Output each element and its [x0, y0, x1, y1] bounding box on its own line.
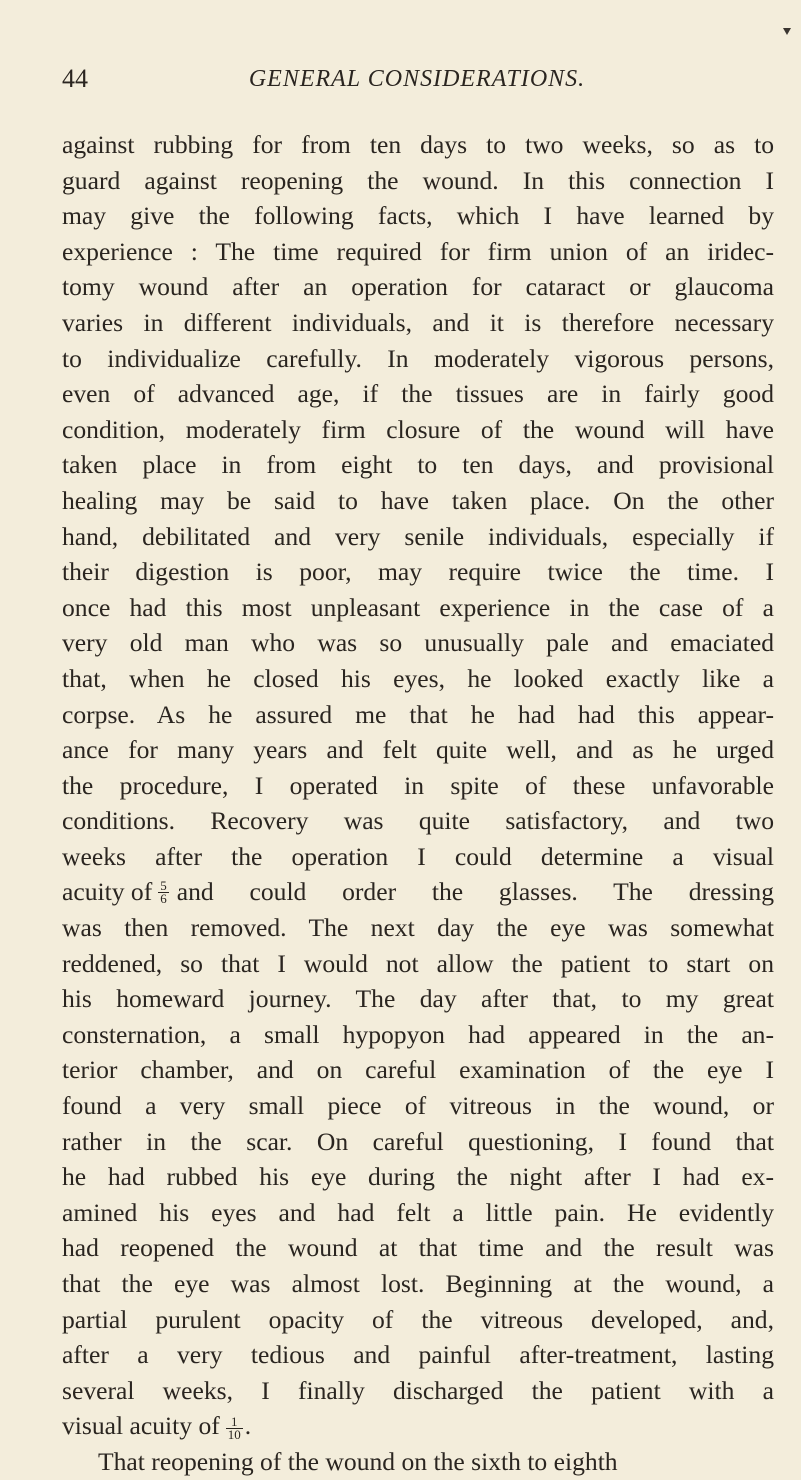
page-number: 44 — [62, 64, 88, 93]
text-line: their digestion is poor, may require twice the time. I — [62, 557, 774, 587]
text-line: healing may be said to have taken place. On the other — [62, 485, 774, 515]
fraction-numerator: 1 — [226, 1416, 243, 1429]
text-line: conditions. Recovery was quite satisfactory, and two — [62, 806, 774, 836]
corner-mark-icon — [783, 28, 791, 35]
text-segment: . — [244, 1411, 252, 1441]
text-line: That reopening of the wound on the sixth to eighth — [98, 1446, 618, 1476]
text-line: the procedure, I operated in spite of these unfavorable — [62, 770, 774, 800]
text-line: was then removed. The next day the eye was somewhat — [62, 913, 774, 943]
text-line: had reopened the wound at that time and the result was — [62, 1233, 774, 1263]
body-text — [62, 127, 774, 1480]
text-line: that, when he closed his eyes, he looked exactly like a — [62, 663, 774, 693]
text-line: to individualize carefully. In moderately vigorous persons, — [62, 343, 774, 373]
text-line: once had this most unpleasant experience in the case of a — [62, 592, 774, 622]
text-line: against rubbing for from ten days to two weeks, so as to — [62, 130, 774, 159]
fraction-denominator: 6 — [160, 890, 167, 906]
text-line: weeks after the operation I could determine a visual — [62, 841, 774, 871]
text-line: after a very tedious and painful after-treatment, lasting — [62, 1340, 774, 1370]
text-line: found a very small piece of vitreous in the wound, or — [62, 1091, 774, 1121]
text-line: consternation, a small hypopyon had appeared in the an- — [62, 1019, 774, 1049]
text-line: taken place in from eight to ten days, and provisional — [62, 450, 774, 480]
text-line: tomy wound after an operation for cataract or glaucoma — [62, 272, 774, 302]
text-line: terior chamber, and on careful examination of the eye I — [62, 1055, 774, 1085]
text-line: amined his eyes and had felt a little pain. He evidently — [62, 1197, 774, 1227]
text-segment: visual acuity of — [62, 1411, 220, 1441]
text-line: varies in different individuals, and it is therefore necessary — [62, 307, 774, 337]
text-line: rather in the scar. On careful questioning, I found that — [62, 1126, 774, 1156]
text-line: hand, debilitated and very senile individuals, especially if — [62, 521, 774, 551]
text-line: his homeward journey. The day after that, to my great — [62, 984, 774, 1014]
text-line: he had rubbed his eye during the night after I had ex- — [62, 1162, 774, 1192]
text-line: reddened, so that I would not allow the patient to start on — [62, 948, 774, 978]
fraction-denominator: 10 — [227, 1427, 241, 1442]
text-line: condition, moderately firm closure of the wound will have — [62, 414, 774, 444]
text-line: guard against reopening the wound. In this connection I — [62, 165, 774, 195]
text-line: that the eye was almost lost. Beginning at the wound, a — [62, 1269, 774, 1298]
text-line: may give the following facts, which I have learned by — [62, 201, 774, 231]
text-line: very old man who was so unusually pale and emaciated — [62, 628, 774, 658]
text-line: even of advanced age, if the tissues are in fairly good — [62, 379, 774, 409]
text-line: ance for many years and felt quite well, and as he urged — [62, 735, 774, 765]
running-head — [62, 64, 772, 98]
text-line: corpse. As he assured me that he had had this appear- — [62, 699, 774, 729]
text-segment: and could order the glasses. The dressing — [176, 877, 774, 907]
fraction-numerator: 5 — [160, 877, 167, 893]
text-line-with-fraction — [62, 874, 774, 910]
text-line-with-fraction — [62, 1408, 774, 1444]
text-line: experience : The time required for firm union of an iridec- — [62, 236, 774, 266]
text-segment: acuity of — [62, 877, 153, 907]
section-title: GENERAL CONSIDERATIONS. — [248, 66, 586, 92]
fraction-one-tenth — [226, 1416, 243, 1441]
fraction-five-sixths — [158, 877, 169, 906]
text-line: several weeks, I finally discharged the patient with a — [62, 1375, 774, 1405]
text-line: partial purulent opacity of the vitreous developed, and, — [62, 1304, 774, 1334]
